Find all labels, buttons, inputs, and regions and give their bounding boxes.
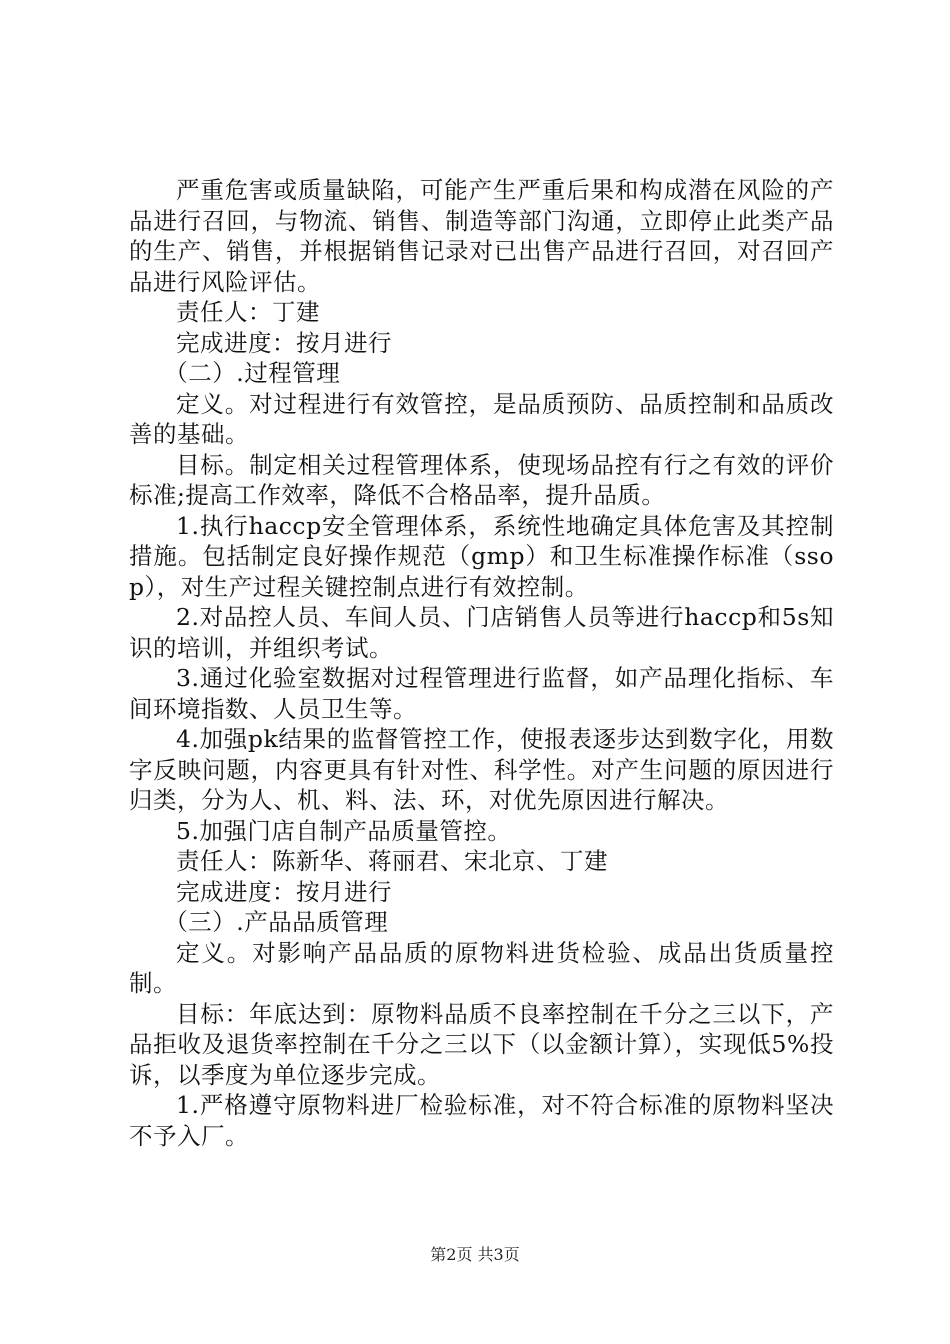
- list-item-process-3: 3.通过化验室数据对过程管理进行监督，如产品理化指标、车间环境指数、人员卫生等。: [129, 664, 834, 723]
- section-heading-product-quality: （三）.产品品质管理: [164, 908, 389, 936]
- page-footer: 第2页 共3页: [430, 1245, 520, 1264]
- list-item-process-2: 2.对品控人员、车间人员、门店销售人员等进行haccp和5s知识的培训，并组织考试。: [129, 603, 834, 662]
- section-heading-process: （二）.过程管理: [164, 359, 341, 387]
- paragraph-process-definition: 定义。对过程进行有效管控，是品质预防、品质控制和品质改善的基础。: [129, 389, 834, 448]
- paragraph-responsible-2: 责任人：陈新华、蒋丽君、宋北京、丁建: [176, 847, 608, 875]
- paragraph-recall-risk: 严重危害或质量缺陷，可能产生严重后果和构成潜在风险的产品进行召回，与物流、销售、制造等部门沟通，立即停止此类产品的生产、销售，并根据销售记录对已出售产品进行召回，对召回产品进行风险评估。: [129, 176, 834, 296]
- paragraph-progress-1: 完成进度：按月进行: [176, 328, 392, 357]
- paragraph-quality-goal: 目标：年底达到：原物料品质不良率控制在千分之三以下，产品拒收及退货率控制在千分之三以下（以金额计算），实现低5%投诉，以季度为单位逐步完成。: [129, 999, 834, 1089]
- paragraph-progress-2: 完成进度：按月进行: [176, 877, 392, 906]
- list-item-quality-1: 1.严格遵守原物料进厂检验标准，对不符合标准的原物料坚决不予入厂。: [129, 1091, 834, 1150]
- list-item-process-4: 4.加强pk结果的监督管控工作，使报表逐步达到数字化，用数字反映问题，内容更具有针对性、科学性。对产生问题的原因进行归类，分为人、机、料、法、环，对优先原因进行解决。: [129, 725, 834, 814]
- document-body: [129, 175, 834, 1151]
- paragraph-responsible-1: 责任人：丁建: [176, 298, 320, 326]
- list-item-process-1: 1.执行haccp安全管理体系，系统性地确定具体危害及其控制措施。包括制定良好操作规范（gmp）和卫生标准操作标准（ssop），对生产过程关键控制点进行有效控制。: [129, 511, 834, 601]
- paragraph-process-goal: 目标。制定相关过程管理体系，使现场品控有行之有效的评价标准;提高工作效率，降低不合格品率，提升品质。: [129, 450, 834, 509]
- paragraph-quality-definition: 定义。对影响产品品质的原物料进货检验、成品出货质量控制。: [129, 938, 834, 997]
- list-item-process-5: 5.加强门店自制产品质量管控。: [176, 816, 512, 845]
